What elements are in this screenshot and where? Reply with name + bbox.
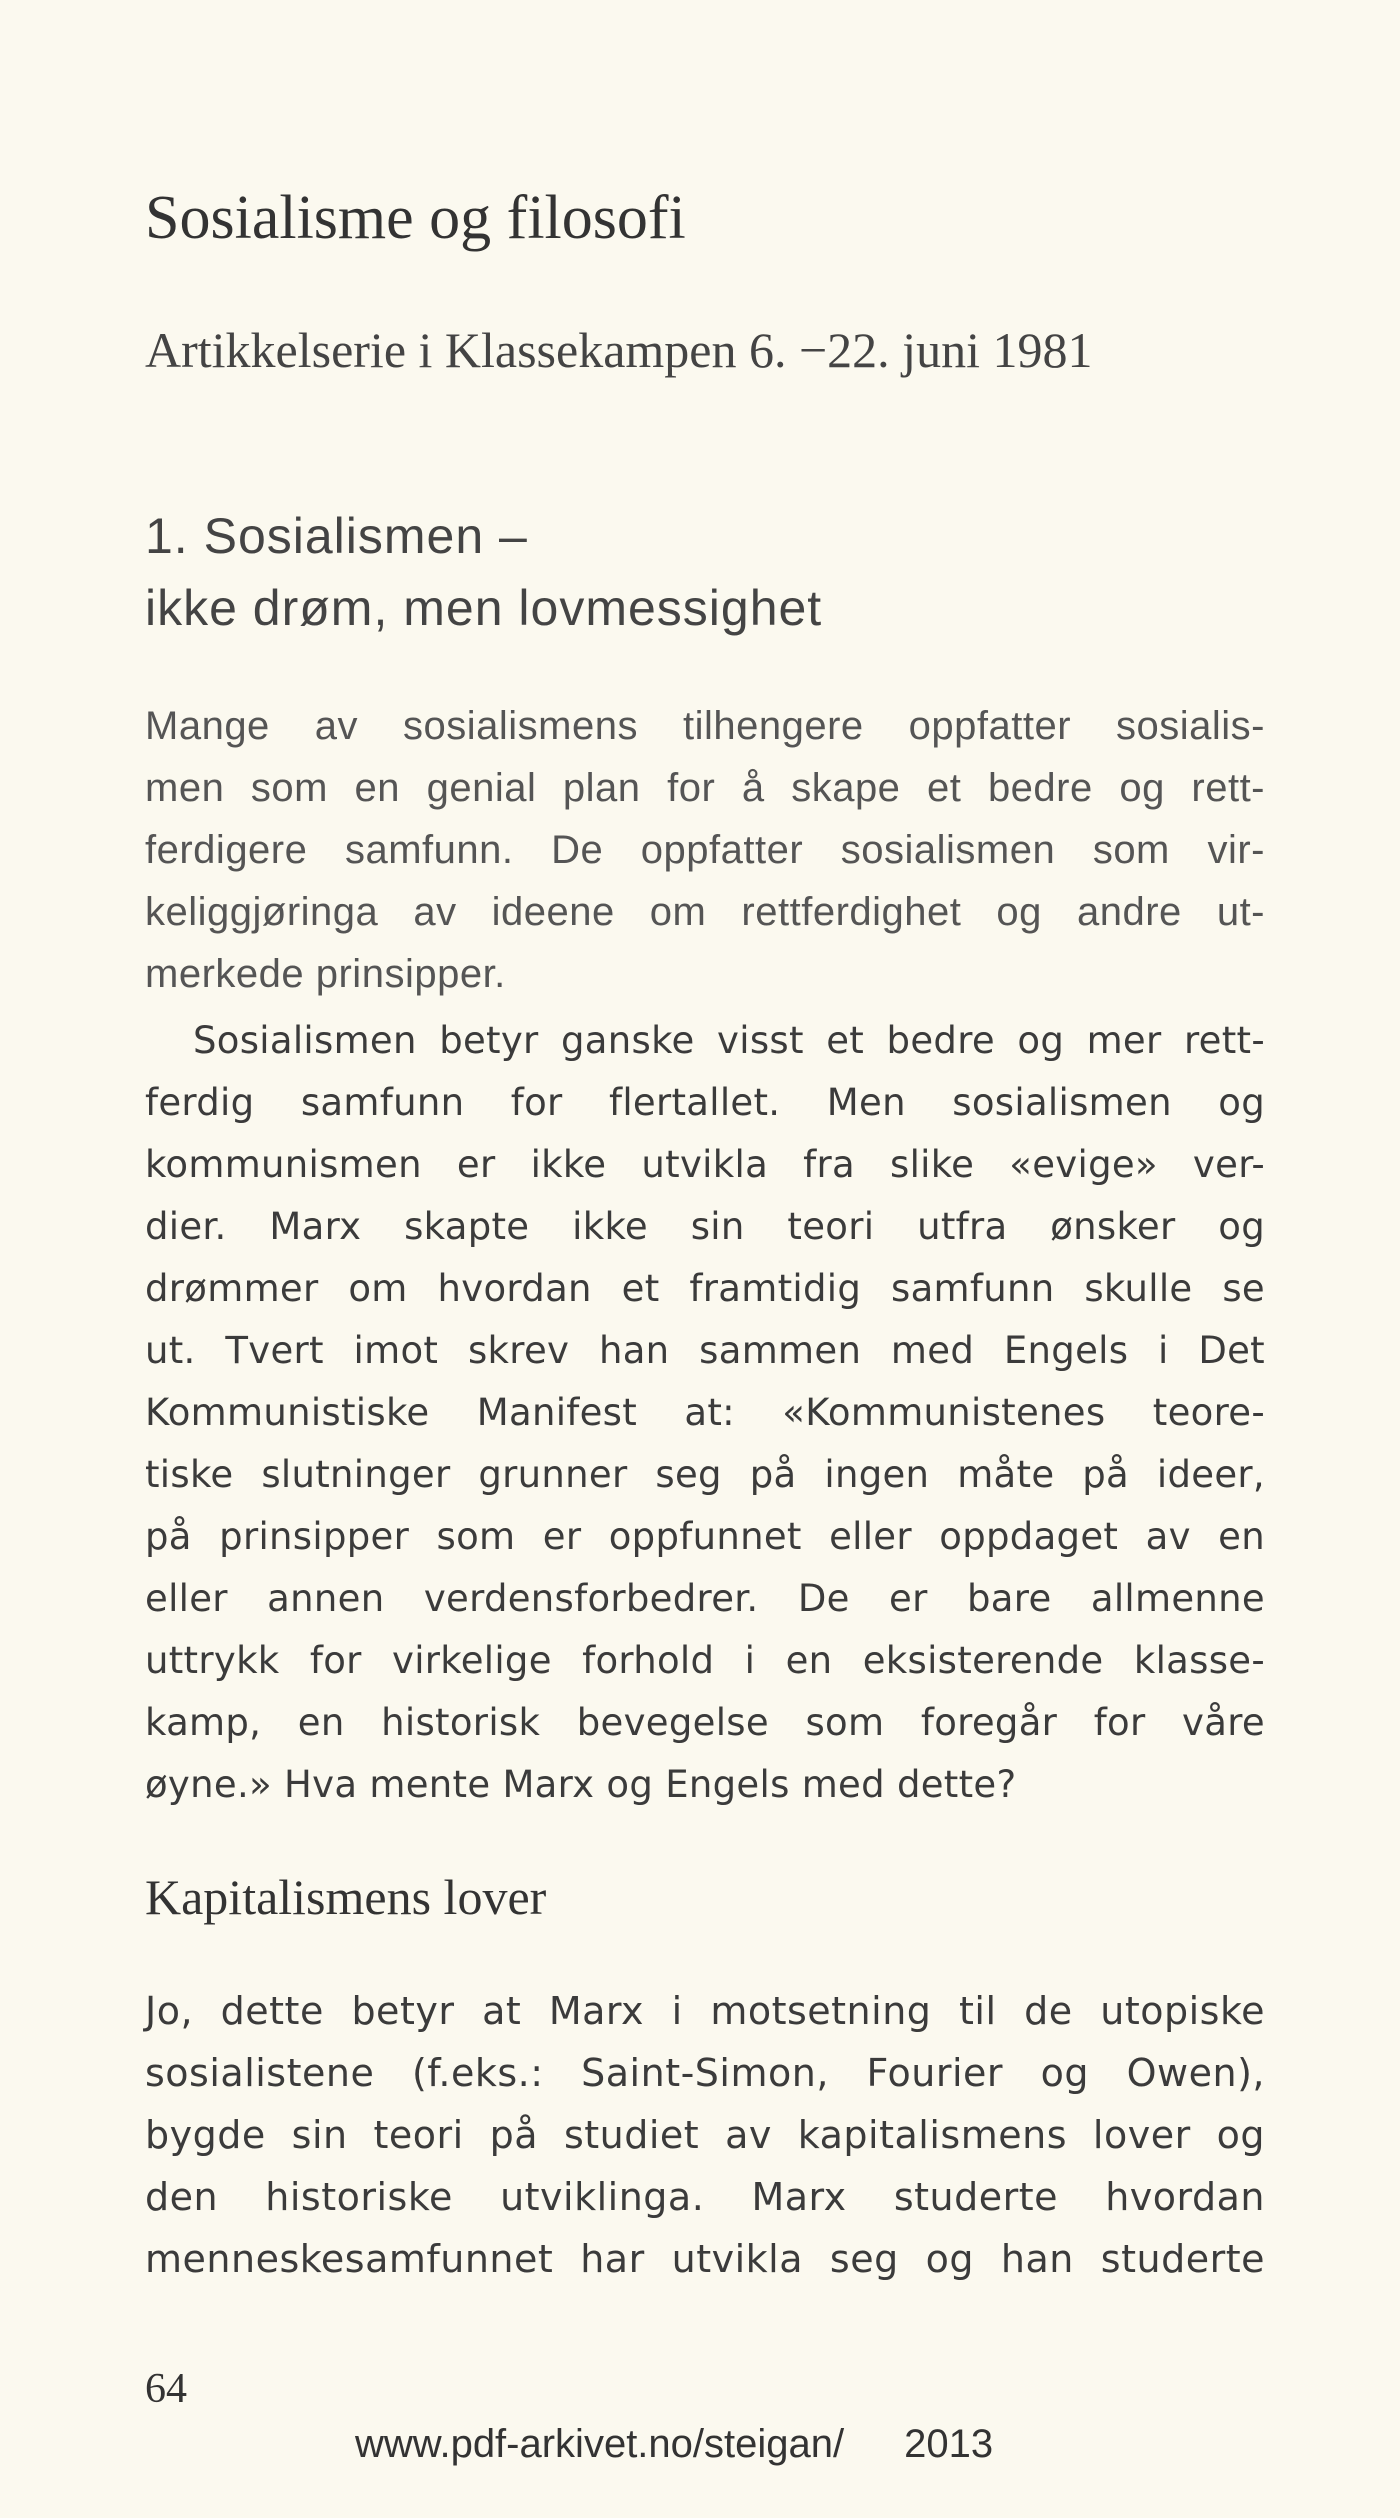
paragraph-line: øyne.» Hva mente Marx og Engels med dette? <box>145 1763 1017 1806</box>
footer <box>355 2422 993 2467</box>
paragraph-line: på prinsipper som er oppfunnet eller oppdaget av en <box>145 1515 1265 1558</box>
paragraph-line: uttrykk for virkelige forhold i en eksisterende klasse- <box>145 1639 1265 1682</box>
paragraph-line: menneskesamfunnet har utvikla seg og han studerte <box>145 2237 1265 2281</box>
chapter-heading-line-1: 1. Sosialismen – <box>145 508 528 564</box>
paragraph-1 <box>145 695 1265 1005</box>
paragraph-line: den historiske utviklinga. Marx studerte hvordan <box>145 2175 1265 2219</box>
page-title: Sosialisme og filosofi <box>145 184 686 252</box>
paragraph-line: ferdigere samfunn. De oppfatter sosialismen som vir- <box>145 828 1265 872</box>
paragraph-line: Jo, dette betyr at Marx i motsetning til de utopiske <box>145 1989 1265 2033</box>
paragraph-line: Mange av sosialismens tilhengere oppfatter sosialis- <box>145 704 1265 748</box>
paragraph-line: ut. Tvert imot skrev han sammen med Engels i Det <box>145 1329 1265 1372</box>
paragraph-line: eller annen verdensforbedrer. De er bare allmenne <box>145 1577 1265 1620</box>
paragraph-line: drømmer om hvordan et framtidig samfunn skulle se <box>145 1267 1265 1310</box>
paragraph-3 <box>145 1980 1265 2290</box>
paragraph-line: Sosialismen betyr ganske visst et bedre og mer rett- <box>193 1019 1265 1062</box>
paragraph-line: bygde sin teori på studiet av kapitalismens lover og <box>145 2113 1265 2157</box>
paragraph-line: kommunismen er ikke utvikla fra slike «evige» ver- <box>145 1143 1265 1186</box>
paragraph-2 <box>145 1010 1265 1816</box>
footer-year: 2013 <box>904 2422 994 2466</box>
section-heading: Kapitalismens lover <box>145 1869 547 1925</box>
paragraph-line: dier. Marx skapte ikke sin teori utfra ønsker og <box>145 1205 1265 1248</box>
paragraph-line: men som en genial plan for å skape et bedre og rett- <box>145 766 1265 810</box>
chapter-heading-line-2: ikke drøm, men lovmessighet <box>145 580 823 636</box>
paragraph-line: keliggjøringa av ideene om rettferdighet og andre ut- <box>145 890 1265 934</box>
paragraph-line: Kommunistiske Manifest at: «Kommunistenes teore- <box>145 1391 1265 1434</box>
paragraph-line: ferdig samfunn for flertallet. Men sosialismen og <box>145 1081 1265 1124</box>
page-subtitle: Artikkelserie i Klassekampen 6. −22. juni 1981 <box>145 322 1093 378</box>
paragraph-line: tiske slutninger grunner seg på ingen måte på ideer, <box>145 1453 1265 1496</box>
paragraph-line: merkede prinsipper. <box>145 952 506 996</box>
chapter-heading <box>145 500 1265 644</box>
footer-url: www.pdf-arkivet.no/steigan/ <box>355 2422 845 2466</box>
paragraph-line: sosialistene (f.eks.: Saint-Simon, Fourier og Owen), <box>145 2051 1265 2095</box>
paragraph-line: kamp, en historisk bevegelse som foregår for våre <box>145 1701 1265 1744</box>
page-number: 64 <box>145 2366 187 2412</box>
